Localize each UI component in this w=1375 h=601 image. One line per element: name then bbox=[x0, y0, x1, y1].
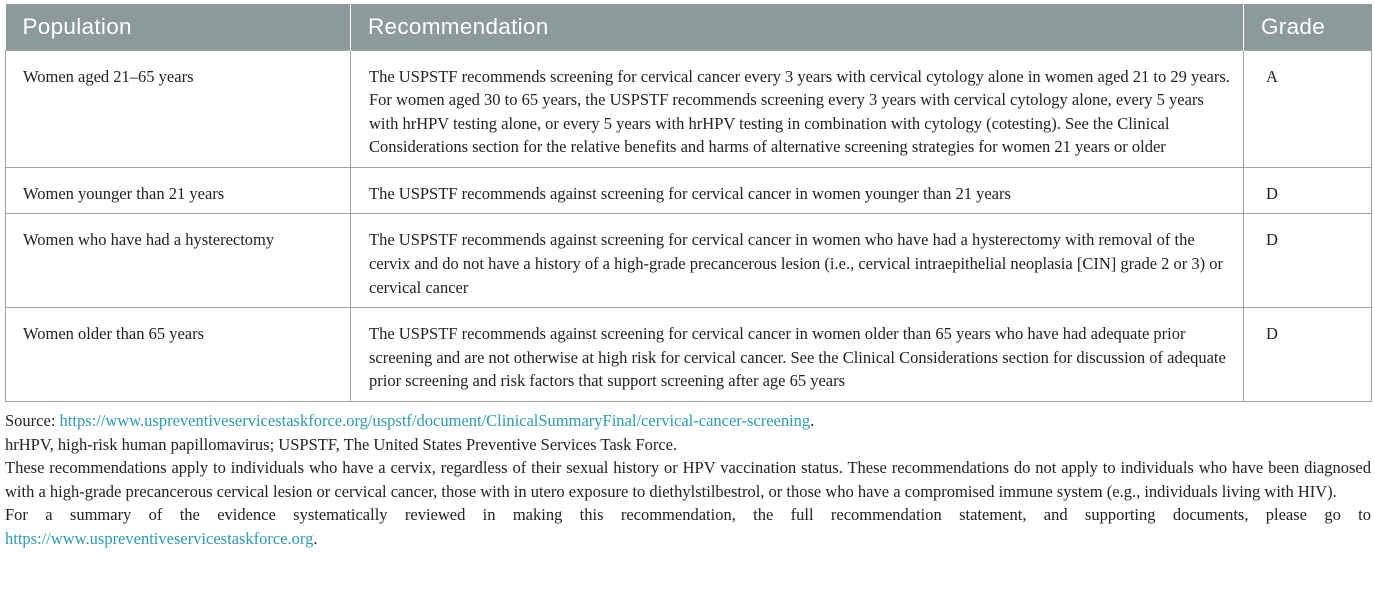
table-row bbox=[6, 167, 1372, 214]
grade-cell: A bbox=[1244, 50, 1372, 167]
recommendation-cell: The USPSTF recommends against screening for cervical cancer in women younger than 21 years bbox=[351, 167, 1244, 214]
table-footnotes bbox=[5, 409, 1371, 551]
table-row bbox=[6, 50, 1372, 167]
table-header-row bbox=[6, 4, 1372, 50]
source-link[interactable]: https://www.uspreventiveservicestaskforce.org/uspstf/document/ClinicalSummaryFinal/cervical-cancer-screening bbox=[59, 411, 811, 431]
summary-note bbox=[5, 503, 1371, 550]
population-cell: Women younger than 21 years bbox=[6, 167, 351, 214]
population-cell: Women who have had a hysterectomy bbox=[6, 214, 351, 308]
source-end: . bbox=[810, 411, 815, 431]
population-cell: Women aged 21–65 years bbox=[6, 50, 351, 167]
population-cell: Women older than 65 years bbox=[6, 308, 351, 402]
grade-cell: D bbox=[1244, 214, 1372, 308]
grade-cell: D bbox=[1244, 308, 1372, 402]
recommendation-cell: The USPSTF recommends against screening for cervical cancer in women who have had a hysterectomy with removal of the cervix and do not have a history of a high-grade precancerous lesion (i.e., cervical intraepithelial neoplasia [CIN] grade 2 or 3) or cervical cancer bbox=[351, 214, 1244, 308]
applicability-note: These recommendations apply to individuals who have a cervix, regardless of their sexual history or HPV vaccination status. These recommendations do not apply to individuals who have been diagnosed with a high-grade precancerous cervical lesion or cervical cancer, those with in utero exposure to diethylstilbestrol, or those who have a compromised immune system (e.g., individuals living with HIV). bbox=[5, 458, 1371, 501]
grade-cell: D bbox=[1244, 167, 1372, 214]
header-grade: Grade bbox=[1244, 4, 1372, 50]
table-row bbox=[6, 308, 1372, 402]
recommendation-cell: The USPSTF recommends against screening for cervical cancer in women older than 65 years who have had adequate prior screening and are not otherwise at high risk for cervical cancer. See the Clinical Considerations section for discussion of adequate prior screening and risk factors that support screening after age 65 years bbox=[351, 308, 1244, 402]
summary-text: For a summary of the evidence systematically reviewed in making this recommendation, the full recommendation statement, and supporting documents, please go to bbox=[5, 505, 1371, 525]
table-row bbox=[6, 214, 1372, 308]
summary-end: . bbox=[313, 529, 318, 548]
source-label: Source: bbox=[5, 411, 60, 431]
source-note bbox=[5, 409, 1371, 433]
recommendation-table-container bbox=[5, 4, 1371, 551]
summary-link[interactable]: https://www.uspreventiveservicestaskforce.org bbox=[5, 529, 314, 548]
recommendation-table bbox=[5, 4, 1372, 402]
header-population: Population bbox=[6, 4, 351, 50]
header-recommendation: Recommendation bbox=[351, 4, 1244, 50]
recommendation-cell: The USPSTF recommends screening for cervical cancer every 3 years with cervical cytology alone in women aged 21 to 29 years. For women aged 30 to 65 years, the USPSTF recommends screening every 3 years with cervical cytology alone, every 5 years with hrHPV testing alone, or every 5 years with hrHPV testing in combination with cytology (cotesting). See the Clinical Considerations section for the relative benefits and harms of alternative screening strategies for women 21 years or older bbox=[351, 50, 1244, 167]
abbreviations-note: hrHPV, high-risk human papillomavirus; USPSTF, The United States Preventive Services Task Force. bbox=[5, 434, 678, 454]
